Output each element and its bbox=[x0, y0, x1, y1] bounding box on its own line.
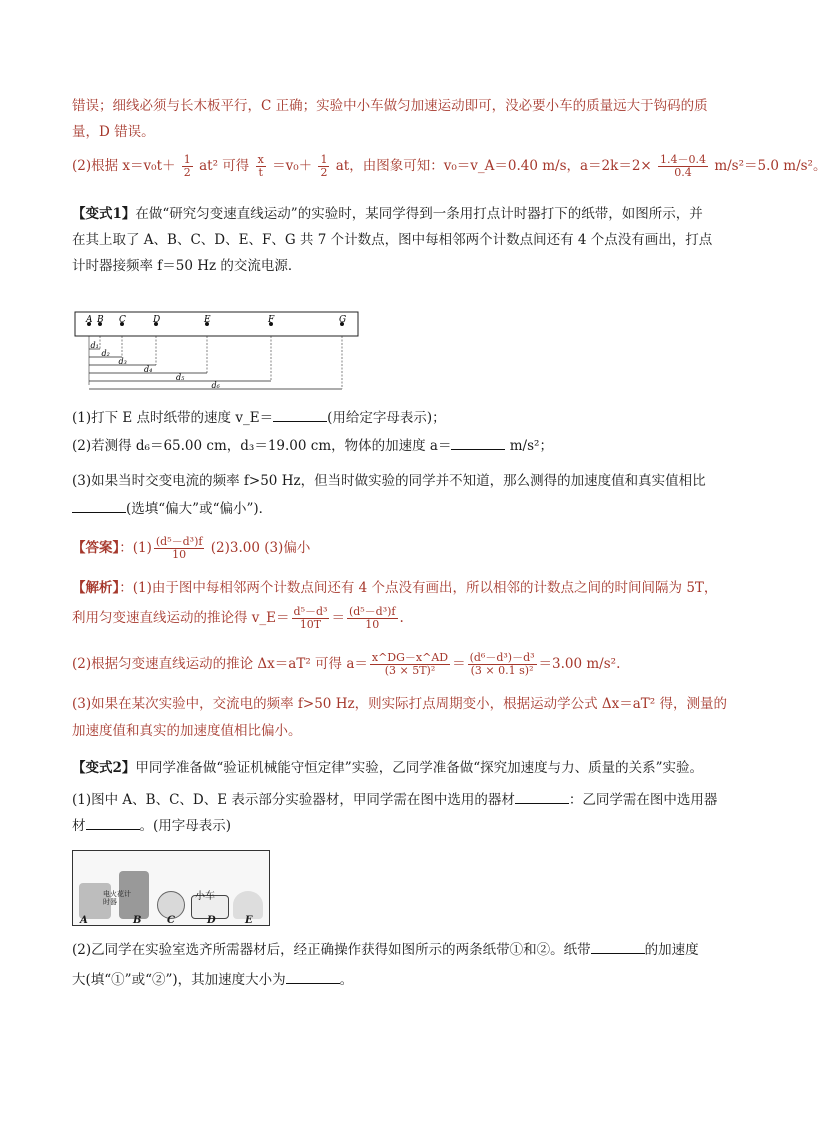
analysis-frac-4: $\frac{\text{(d⁶－d³)－d³}}{\text{(3 × 0.1 s)²}}$ bbox=[469, 651, 535, 678]
equipment-image: 电火花计时器 小车 A B C D E bbox=[72, 850, 270, 926]
variant1-tag: 【变式1】 bbox=[72, 206, 136, 222]
question-3-line2: (选填“偏大”或“偏小”)． bbox=[72, 499, 272, 520]
para2-formula-line bbox=[72, 154, 826, 179]
analysis-line2: 利用匀变速直线运动的推论得 v_E＝ $\frac{\text{d⁵－d³}}{10T}$ ＝ $\frac{\text{(d⁵－d³)f}}{10}$ . bbox=[72, 605, 404, 632]
analysis-line1: 【解析】：(1)由于图中每相邻两个计数点间还有 4 个点没有画出，所以相邻的计数点之间的时间间隔为 5T， bbox=[72, 580, 718, 596]
paper-tape-figure bbox=[72, 305, 372, 390]
answer-blank-6[interactable] bbox=[591, 941, 645, 954]
answer-line: 【答案】：(1) $\frac{\text{(d⁵－d³)f}}{10}$ (2)3.00 (3)偏小 bbox=[72, 535, 311, 562]
tape-point-label: A bbox=[86, 315, 93, 325]
para2-mid3: at，由图象可知：v₀＝v_A＝0.40 m/s，a＝2k＝2× bbox=[335, 158, 652, 175]
variant1-line3: 计时器接频率 f＝50 Hz 的交流电源． bbox=[72, 258, 302, 274]
tape-point-label: C bbox=[119, 315, 126, 325]
question-2: (2)若测得 d₆＝65.00 cm，d₃＝19.00 cm，物体的加速度 a＝ m/s²； bbox=[72, 438, 553, 454]
para2-tail: m/s²＝5.0 m/s²。 bbox=[714, 158, 826, 175]
frac-half-2: $\frac{1}{2}$ bbox=[320, 153, 328, 180]
tape-point-label: G bbox=[339, 315, 347, 325]
distance-label-2: d₂ bbox=[101, 349, 110, 358]
variant2-q2-line2: 大(填“①”或“②”)，其加速度大小为 。 bbox=[72, 972, 354, 988]
distance-label-4: d₄ bbox=[144, 365, 153, 374]
analysis-tag: 【解析】 bbox=[72, 580, 120, 596]
analysis-frac-2: $\frac{\text{(d⁵－d³)f}}{10}$ bbox=[348, 605, 396, 632]
tape-point-label: B bbox=[97, 315, 104, 325]
answer-blank-1[interactable] bbox=[273, 409, 327, 422]
question-3-line1: (3)如果当时交变电流的频率 f>50 Hz，但当时做实验的同学并不知道，那么测得的加速度值和真实值相比 bbox=[72, 473, 706, 489]
variant1-line1: 【变式1】在做“研究匀变速直线运动”的实验时，某同学得到一条用打点计时器打下的纸带，如图所示，并 bbox=[72, 206, 703, 222]
para1-line2: 量，D 错误。 bbox=[72, 124, 155, 140]
distance-label-1: d₁ bbox=[90, 341, 99, 350]
answer-tag: 【答案】 bbox=[72, 540, 120, 557]
distance-label-3: d₃ bbox=[118, 357, 127, 366]
answer-blank-2[interactable] bbox=[451, 437, 505, 450]
analysis-line4: (3)如果在某次实验中，交流电的频率 f>50 Hz，则实际打点周期变小，根据运动学公式 Δx＝aT² 得，测量的 bbox=[72, 696, 727, 712]
answer-blank-4[interactable] bbox=[515, 791, 569, 804]
answer-blank-3[interactable] bbox=[72, 500, 126, 513]
para2-prefix: (2)根据 x＝v₀t＋ bbox=[72, 158, 176, 175]
frac-x-over-t: $\frac{x}{t}$ bbox=[257, 153, 264, 180]
variant2-line1: 【变式2】甲同学准备做“验证机械能守恒定律”实验，乙同学准备做“探究加速度与力、质量的关系”实验。 bbox=[72, 760, 704, 776]
variant2-tag: 【变式2】 bbox=[72, 760, 136, 776]
analysis-line5: 加速度值和真实的加速度值相比偏小。 bbox=[72, 723, 302, 739]
distance-label-6: d₆ bbox=[211, 381, 220, 390]
variant2-q1-line1: (1)图中 A、B、C、D、E 表示部分实验器材，甲同学需在图中选用的器材 ：乙同学需在图中选用器 bbox=[72, 792, 718, 808]
tape-point-label: E bbox=[204, 315, 211, 325]
para1-line1: 错误；细线必须与长木板平行，C 正确；实验中小车做匀加速运动即可，没必要小车的质量远大于钩码的质 bbox=[72, 98, 708, 114]
frac-half-1: $\frac{1}{2}$ bbox=[183, 153, 191, 180]
answer-blank-5[interactable] bbox=[86, 817, 140, 830]
cart-label: 小车 bbox=[195, 891, 215, 902]
tape-point-label: F bbox=[268, 315, 275, 325]
answer-blank-7[interactable] bbox=[286, 971, 340, 984]
variant1-line2: 在其上取了 A、B、C、D、E、F、G 共 7 个计数点，图中每相邻两个计数点间还有 4 个点没有画出，打点 bbox=[72, 232, 713, 248]
question-1: (1)打下 E 点时纸带的速度 v_E＝ (用给定字母表示)； bbox=[72, 410, 446, 426]
answer-frac: $\frac{\text{(d⁵－d³)f}}{10}$ bbox=[155, 535, 203, 562]
variant2-q2-line1: (2)乙同学在实验室选齐所需器材后，经正确操作获得如图所示的两条纸带①和②。纸带 的加速度 bbox=[72, 942, 699, 958]
analysis-line3: (2)根据匀变速直线运动的推论 Δx＝aT² 可得 a＝ $\frac{x\^{}DG-x\^{}AD}{\text{(3 × 5T)²}}$ ＝ $\frac{\text{(d⁶－d³)－d³}}{\text{(3 × 0.1 s)²}}$ ＝3.00 m/s². bbox=[72, 651, 621, 678]
para2-mid2: ＝v₀＋ bbox=[272, 158, 313, 175]
paper-tape bbox=[75, 312, 358, 336]
variant2-q1-line2: 材 。(用字母表示) bbox=[72, 818, 232, 834]
spark-timer-label: 电火花计时器 bbox=[103, 890, 131, 906]
analysis-frac-1: $\frac{\text{d⁵－d³}}{10T}$ bbox=[293, 605, 328, 632]
frac-slope: $\frac{1.4-0.4}{0.4}$ bbox=[660, 153, 707, 180]
distance-label-5: d₅ bbox=[176, 373, 185, 382]
tape-point-label: D bbox=[153, 315, 161, 325]
para2-mid1: at² 可得 bbox=[199, 158, 250, 175]
analysis-frac-3: $\frac{x\^{}DG-x\^{}AD}{\text{(3 × 5T)²}}$ bbox=[371, 651, 449, 678]
